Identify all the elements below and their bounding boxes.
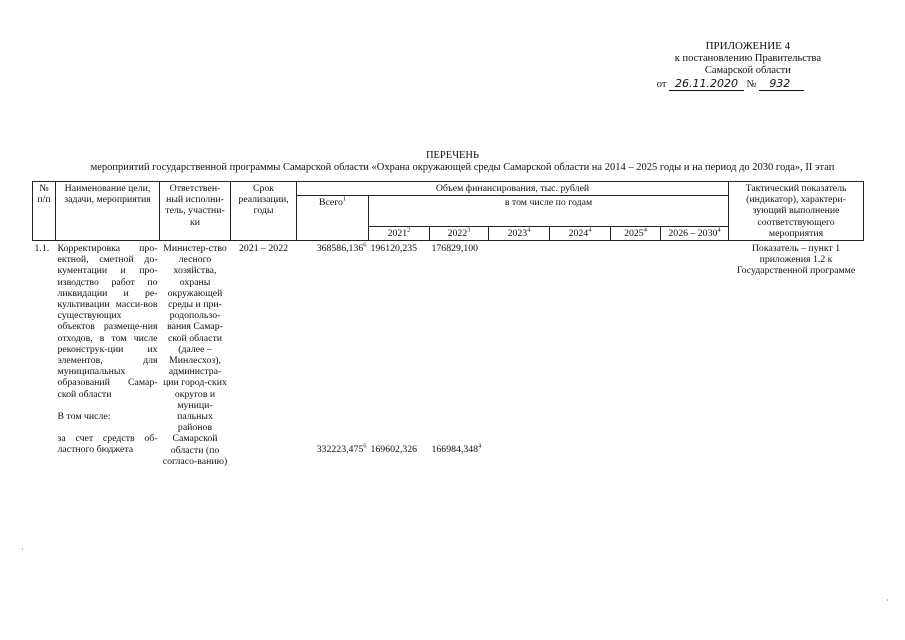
title-heading: ПЕРЕЧЕНЬ [425,150,480,161]
number-handwritten: 932 [759,78,804,92]
budget-value-2021: 169602,326 [370,444,418,456]
header-year-2024: 2024$^4$ [550,226,611,240]
appendix-date-line [657,78,821,92]
scan-speck: · [886,596,889,605]
value-2022: 176829,100 [431,243,479,255]
header-funding: Объем финансирования, тыс. рублей [297,182,729,196]
date-handwritten: 26.11.2020 [669,78,744,92]
header-year-2021: 2021$^2$ [369,226,430,240]
table-row [33,241,864,470]
title-subtitle: мероприятий государственной программы Самарской области «Охрана окружающей среды Самарской области на 2014 – 2025 годы и на период до 2030 года», II этап [90,162,835,173]
date-prefix: от [656,78,667,90]
number-prefix: № [746,78,757,90]
header-name: Наименование цели, задачи, мероприятия [56,182,160,241]
header-year-2026-2030: 2026 – 2030$^4$ [661,226,729,240]
measures-table [32,181,864,469]
row-number: 1.1. [34,243,50,255]
value-2021: 196120,235 [370,243,418,255]
responsible-executor: Министер-ство лесного хозяйства, охраны окружающей среды и при-родопользо-вания Самар-ской области (далее – Минлесхоз), администра-ции город-ских округов и муници-пальных районов Самарской области (по согласо-ванию) [162,243,228,467]
header-year-2023: 2023$^4$ [489,226,550,240]
regional-budget-label: за счет средств об-ластного бюджета [57,433,158,456]
header-year-2025: 2025$^4$ [611,226,661,240]
implementation-term: 2021 – 2022 [239,243,288,255]
document-title [0,150,905,174]
appendix-line-3: Самарской области [704,65,791,76]
header-indicator: Тактический показатель (индикатор), характери-зующий выполнение соответствующего мероприятия [729,182,864,241]
header-by-years: в том числе по годам [369,196,729,227]
header-total: Всего$^1$ [297,196,369,241]
header-year-2022: 2022$^3$ [430,226,489,240]
appendix-block [656,40,821,91]
budget-total-value: 332223,475$^6$ [316,442,367,456]
appendix-title: ПРИЛОЖЕНИЕ 4 [705,40,791,52]
total-value: 368586,136$^6$ [316,241,367,255]
header-num: № п/п [33,182,56,241]
scan-speck: · [21,545,24,554]
header-responsible: Ответствен-ный исполни-тель, участни-ки [160,182,231,241]
budget-value-2022: 166984,348$^4$ [431,442,482,456]
appendix-line-2: к постановлению Правительства [674,52,821,64]
indicator-text: Показатель – пункт 1 приложения 1.2 к Государственной программе [736,243,856,277]
header-term: Срок реализации, годы [231,182,297,241]
measure-name: Корректировка про-ектной, сметной до-кументации и про-изводство работ по ликвидации и ре-культивации масси-вов существующих объектов размеще-ния отходов, в том числе реконструк-ции их элементов, для муниципальных образований Самар-ской области [57,243,158,400]
including-label: В том числе: [57,410,111,422]
